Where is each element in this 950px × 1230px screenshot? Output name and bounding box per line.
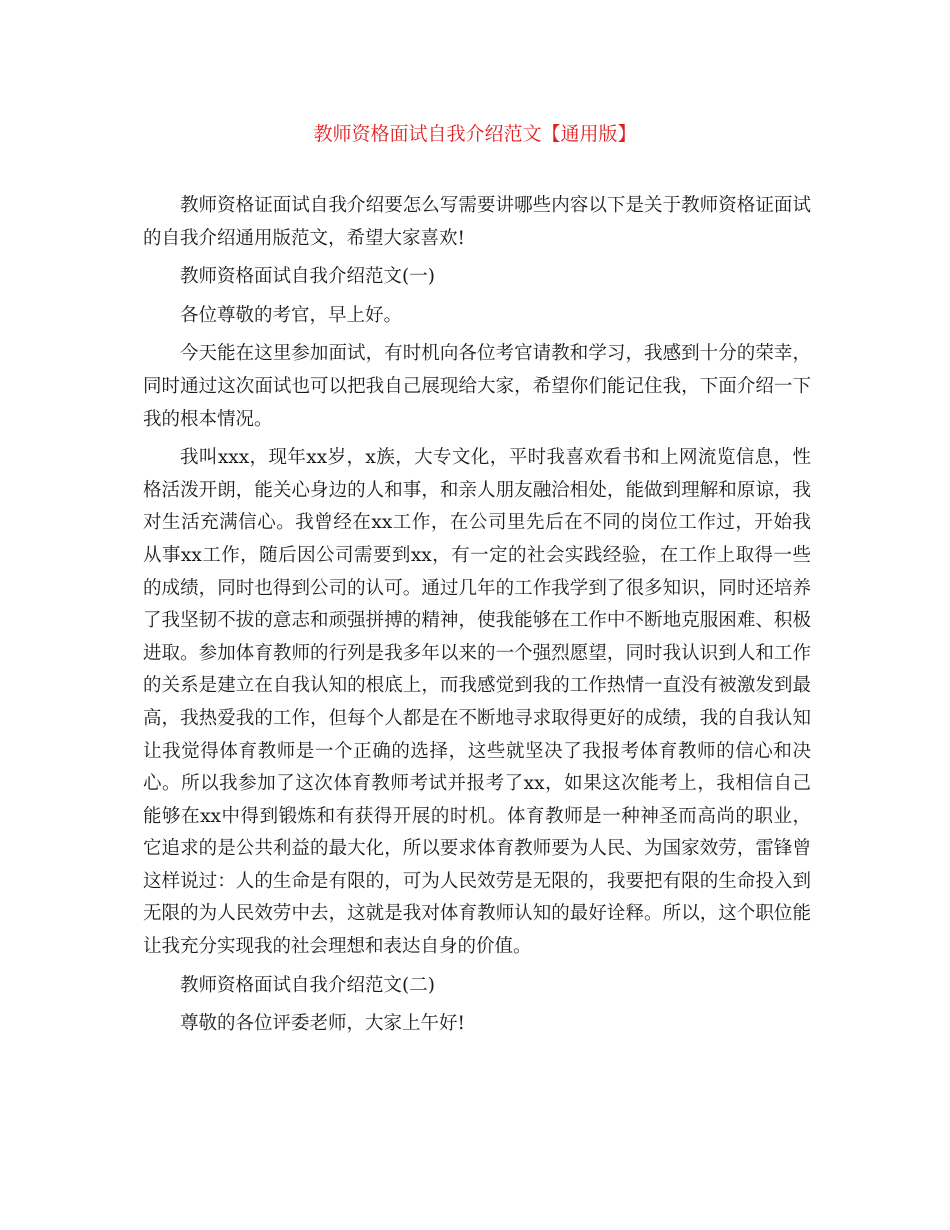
document-body (143, 190, 811, 1041)
body-paragraph: 我叫xxx，现年xx岁，x族，大专文化，平时我喜欢看书和上网流览信息，性格活泼开朗，能关心身边的人和事，和亲人朋友融洽相处，能做到理解和原谅，我对生活充满信心。我曾经在xx工作，在公司里先后在不同的岗位工作过，开始我从事xx工作，随后因公司需要到xx，有一定的社会实践经验，在工作上取得一些的成绩，同时也得到公司的认可。通过几年的工作我学到了很多知识，同时还培养了我坚韧不拔的意志和顽强拼搏的精神，使我能够在工作中不断地克服困难、积极进取。参加体育教师的行列是我多年以来的一个强烈愿望，同时我认识到人和工作的关系是建立在自我认知的根底上，而我感觉到我的工作热情一直没有被激发到最高，我热爱我的工作，但每个人都是在不断地寻求取得更好的成绩，我的自我认知让我觉得体育教师是一个正确的选择，这些就坚决了我报考体育教师的信心和决心。所以我参加了这次体育教师考试并报考了xx，如果这次能考上，我相信自己能够在xx中得到锻炼和有获得开展的时机。体育教师是一种神圣而高尚的职业，它追求的是公共利益的最大化，所以要求体育教师要为人民、为国家效劳，雷锋曾这样说过：人的生命是有限的，可为人民效劳是无限的，我要把有限的生命投入到无限的为人民效劳中去，这就是我对体育教师认知的最好诠释。所以，这个职位能让我充分实现我的社会理想和表达自身的价值。 (143, 447, 811, 958)
greeting-paragraph: 各位尊敬的考官，早上好。 (180, 304, 403, 326)
document-title: 教师资格面试自我介绍范文【通用版】 (313, 123, 637, 145)
body-paragraph: 今天能在这里参加面试，有时机向各位考官请教和学习，我感到十分的荣幸，同时通过这次面试也可以把我自己展现给大家，希望你们能记住我，下面介绍一下我的根本情况。 (143, 343, 811, 430)
greeting-paragraph: 尊敬的各位评委老师，大家上午好! (180, 1013, 465, 1035)
section-heading-2: 教师资格面试自我介绍范文(二) (180, 974, 435, 996)
intro-paragraph: 教师资格证面试自我介绍要怎么写需要讲哪些内容以下是关于教师资格证面试的自我介绍通用版范文，希望大家喜欢! (143, 195, 811, 249)
section-heading-1: 教师资格面试自我介绍范文(一) (180, 266, 435, 288)
